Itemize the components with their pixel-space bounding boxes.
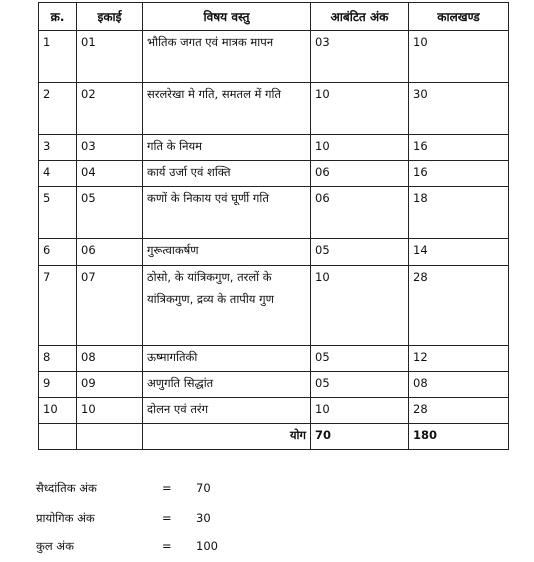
table-header-row bbox=[39, 3, 509, 31]
cell-periods: 18 bbox=[409, 187, 509, 239]
table-row bbox=[39, 346, 509, 372]
cell-topic: गति के नियम bbox=[143, 135, 311, 161]
cell-topic: सरलरेखा मे गति, समतल में गति bbox=[143, 83, 311, 135]
cell-periods: 14 bbox=[409, 239, 509, 266]
table-row bbox=[39, 266, 509, 346]
cell-unit: 08 bbox=[77, 346, 143, 372]
table-row bbox=[39, 372, 509, 398]
cell-serial: 9 bbox=[39, 372, 77, 398]
summary-value: 70 bbox=[196, 481, 211, 495]
cell-unit: 06 bbox=[77, 239, 143, 266]
cell-unit: 10 bbox=[77, 398, 143, 424]
table-row bbox=[39, 398, 509, 424]
table-row bbox=[39, 135, 509, 161]
cell-serial: 8 bbox=[39, 346, 77, 372]
header-topic: विषय वस्तु bbox=[143, 3, 311, 31]
cell-serial: 4 bbox=[39, 161, 77, 187]
cell-periods: 10 bbox=[409, 31, 509, 83]
cell-topic: ठोसो, के यांत्रिकगुण, तरलों के यांत्रिकगुण, द्रव्य के तापीय गुण bbox=[143, 266, 311, 346]
cell-marks: 10 bbox=[311, 83, 409, 135]
cell-periods: 16 bbox=[409, 135, 509, 161]
table-row bbox=[39, 239, 509, 266]
cell-periods: 28 bbox=[409, 266, 509, 346]
cell-serial: 7 bbox=[39, 266, 77, 346]
cell-topic: दोलन एवं तरंग bbox=[143, 398, 311, 424]
header-periods: कालखण्ड bbox=[409, 3, 509, 31]
total-periods: 180 bbox=[409, 424, 509, 450]
cell-unit: 04 bbox=[77, 161, 143, 187]
cell-periods: 30 bbox=[409, 83, 509, 135]
summary-equals: = bbox=[162, 481, 172, 495]
cell-marks: 10 bbox=[311, 135, 409, 161]
table-row bbox=[39, 187, 509, 239]
summary-label: प्रायोगिक अंक bbox=[36, 511, 95, 525]
cell-periods: 16 bbox=[409, 161, 509, 187]
cell-topic: ऊष्मागतिकी bbox=[143, 346, 311, 372]
syllabus-table bbox=[38, 2, 509, 450]
cell-unit: 05 bbox=[77, 187, 143, 239]
summary-label: कुल अंक bbox=[36, 539, 74, 553]
cell-topic: कार्य उर्जा एवं शक्ति bbox=[143, 161, 311, 187]
cell-marks: 05 bbox=[311, 239, 409, 266]
cell-topic: कणों के निकाय एवं घूर्णी गति bbox=[143, 187, 311, 239]
cell-empty bbox=[39, 424, 77, 450]
total-marks: 70 bbox=[311, 424, 409, 450]
cell-unit: 02 bbox=[77, 83, 143, 135]
cell-serial: 10 bbox=[39, 398, 77, 424]
cell-marks: 06 bbox=[311, 187, 409, 239]
summary-value: 100 bbox=[196, 539, 218, 553]
cell-topic: गुरूत्वाकर्षण bbox=[143, 239, 311, 266]
cell-unit: 01 bbox=[77, 31, 143, 83]
total-row bbox=[39, 424, 509, 450]
summary-value: 30 bbox=[196, 511, 211, 525]
summary-equals: = bbox=[162, 539, 172, 553]
cell-marks: 05 bbox=[311, 372, 409, 398]
cell-topic: अणुगति सिद्धांत bbox=[143, 372, 311, 398]
cell-marks: 05 bbox=[311, 346, 409, 372]
cell-serial: 5 bbox=[39, 187, 77, 239]
total-label: योग bbox=[143, 424, 311, 450]
summary-label: सैध्दांतिक अंक bbox=[36, 481, 97, 495]
cell-serial: 6 bbox=[39, 239, 77, 266]
cell-marks: 10 bbox=[311, 398, 409, 424]
header-unit: इकाई bbox=[77, 3, 143, 31]
cell-marks: 03 bbox=[311, 31, 409, 83]
table-row bbox=[39, 83, 509, 135]
summary-equals: = bbox=[162, 511, 172, 525]
table-row bbox=[39, 161, 509, 187]
cell-empty bbox=[77, 424, 143, 450]
cell-periods: 12 bbox=[409, 346, 509, 372]
cell-unit: 03 bbox=[77, 135, 143, 161]
cell-periods: 28 bbox=[409, 398, 509, 424]
header-serial: क्र. bbox=[39, 3, 77, 31]
cell-serial: 3 bbox=[39, 135, 77, 161]
cell-serial: 1 bbox=[39, 31, 77, 83]
cell-unit: 07 bbox=[77, 266, 143, 346]
cell-periods: 08 bbox=[409, 372, 509, 398]
cell-unit: 09 bbox=[77, 372, 143, 398]
header-marks: आबंटित अंक bbox=[311, 3, 409, 31]
table-row bbox=[39, 31, 509, 83]
cell-serial: 2 bbox=[39, 83, 77, 135]
cell-topic: भौतिक जगत एवं मात्रक मापन bbox=[143, 31, 311, 83]
cell-marks: 10 bbox=[311, 266, 409, 346]
cell-marks: 06 bbox=[311, 161, 409, 187]
